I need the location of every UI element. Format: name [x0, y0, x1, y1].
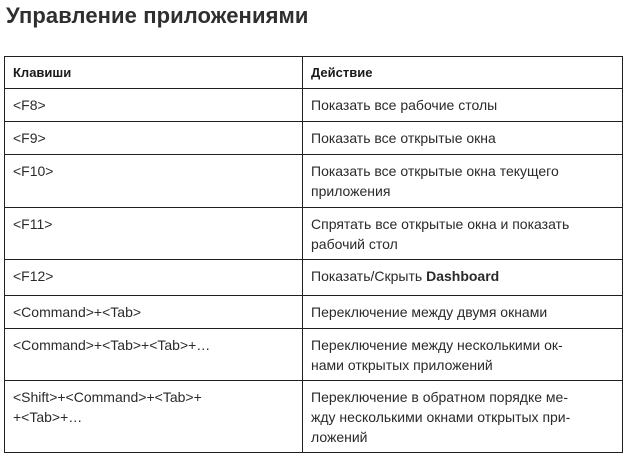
keys-cell — [5, 260, 303, 296]
table-row — [5, 329, 623, 381]
table-row — [5, 122, 623, 155]
action-line: Показать все открытые окна — [311, 130, 496, 146]
action-cell — [303, 329, 623, 381]
key-line: <F10> — [13, 163, 54, 179]
dashboard-label: Dashboard — [426, 268, 500, 284]
table-header-row — [5, 57, 623, 89]
table-row — [5, 381, 623, 453]
action-prefix: Показать/Скрыть — [311, 268, 427, 284]
keys-cell — [5, 208, 303, 260]
action-line: нами открытых приложений — [311, 357, 493, 373]
action-cell — [303, 381, 623, 453]
action-cell — [303, 296, 623, 329]
table-row — [5, 89, 623, 122]
action-line: приложения — [311, 183, 391, 199]
keys-cell — [5, 296, 303, 329]
action-line: Переключение между двумя окнами — [311, 304, 548, 320]
table-row — [5, 296, 623, 329]
table-row — [5, 208, 623, 260]
action-line: рабочий стол — [311, 236, 398, 252]
action-line: ложений — [311, 429, 368, 445]
page-title: Управление приложениями — [6, 3, 309, 28]
action-cell — [303, 122, 623, 155]
shortcut-table — [4, 56, 623, 453]
key-line: <Command>+<Tab> — [13, 304, 142, 320]
action-line — [311, 266, 614, 286]
key-line: <F11> — [13, 216, 53, 232]
keys-cell — [5, 381, 303, 453]
action-cell — [303, 155, 623, 208]
column-header-keys: Клавиши — [5, 57, 303, 89]
key-line: <Shift>+<Command>+<Tab>+ — [13, 389, 202, 405]
action-line: жду несколькими окнами открытых при- — [311, 409, 571, 425]
keys-cell — [5, 122, 303, 155]
key-line: <Command>+<Tab>+<Tab>+… — [13, 337, 211, 353]
action-line: Показать все рабочие столы — [311, 97, 498, 113]
action-line: Переключение между несколькими ок- — [311, 337, 563, 353]
action-line: Спрятать все открытые окна и показать — [311, 216, 570, 232]
key-line: <F9> — [13, 130, 46, 146]
keys-cell — [5, 329, 303, 381]
action-line: Переключение в обратном порядке ме- — [311, 389, 568, 405]
column-header-action: Действие — [303, 57, 623, 89]
keys-cell — [5, 89, 303, 122]
action-cell — [303, 89, 623, 122]
shortcut-table-wrapper — [4, 56, 622, 448]
action-line: Показать все открытые окна текущего — [311, 163, 559, 179]
key-line: <F8> — [13, 97, 46, 113]
table-row — [5, 155, 623, 208]
key-line: +<Tab>+… — [13, 409, 83, 425]
action-cell — [303, 260, 623, 296]
key-line: <F12> — [13, 268, 54, 284]
table-row — [5, 260, 623, 296]
keys-cell — [5, 155, 303, 208]
action-cell — [303, 208, 623, 260]
